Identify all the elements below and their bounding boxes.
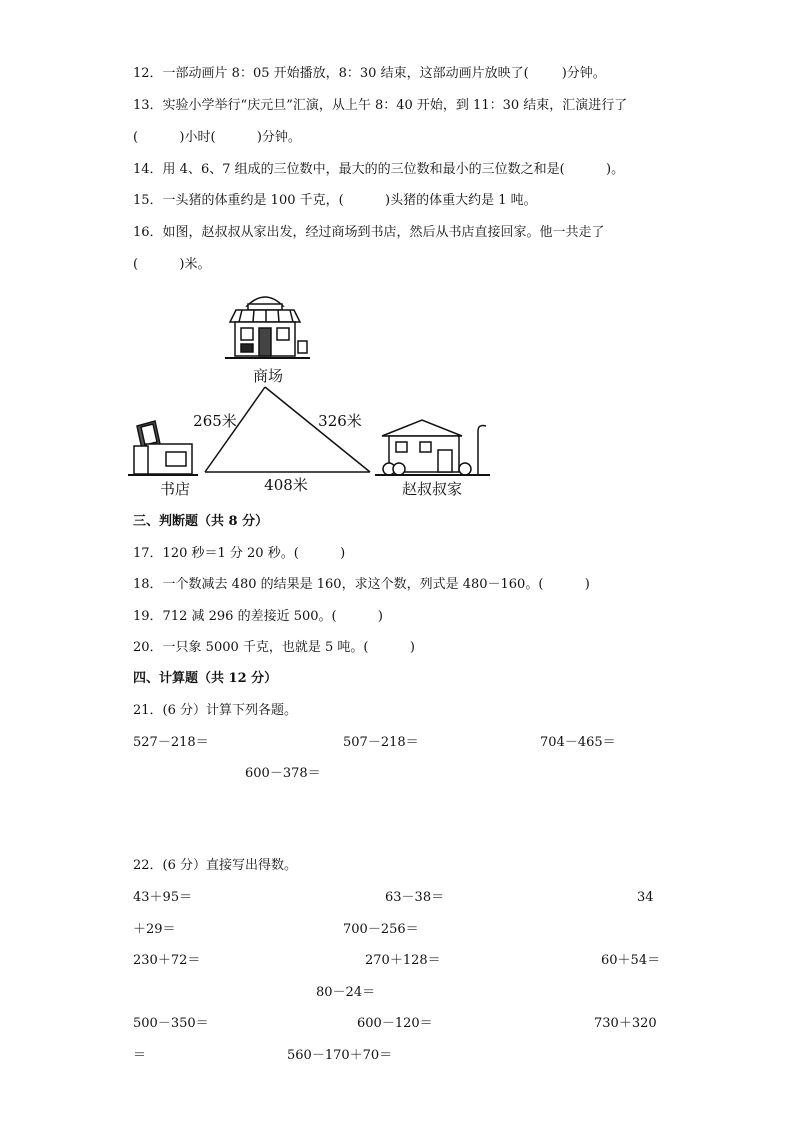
calc-item: 80－24＝: [316, 985, 376, 1000]
question-16-line2: ( )米。: [133, 257, 211, 272]
calc-item: 600－378＝: [245, 766, 321, 781]
calc-item: 63－38＝: [385, 890, 445, 905]
section-4-title: 四、计算题（共 12 分）: [133, 671, 278, 686]
question-15: 15．一头猪的体重约是 100 千克，( )头猪的体重大约是 1 吨。: [133, 193, 537, 208]
question-22: 22．(6 分）直接写出得数。: [133, 858, 298, 873]
question-13-line1: 13．实验小学举行“庆元旦”汇演，从上午 8：40 开始，到 11：30 结束，汇演进行了: [133, 98, 628, 113]
distance-bookstore-home: 408米: [264, 476, 308, 494]
calc-item: 507－218＝: [343, 735, 419, 750]
question-18: 18．一个数减去 480 的结果是 160，求这个数，列式是 480－160。( ): [133, 577, 590, 592]
bookstore-icon: [128, 421, 198, 475]
calc-item: 730＋320: [594, 1016, 657, 1031]
calc-item: ＝: [133, 1048, 147, 1063]
question-20: 20．一只象 5000 千克，也就是 5 吨。( ): [133, 640, 415, 655]
section-3-title: 三、判断题（共 8 分）: [133, 514, 269, 529]
calc-item: 43＋95＝: [133, 890, 193, 905]
question-12: 12．一部动画片 8：05 开始播放，8：30 结束，这部动画片放映了( )分钟。: [133, 66, 606, 81]
calc-item: ＋29＝: [133, 922, 176, 937]
question-14: 14．用 4、6、7 组成的三位数中，最大的的三位数和最小的三位数之和是( )。: [133, 162, 625, 177]
question-17: 17．120 秒＝1 分 20 秒。( ): [133, 546, 346, 561]
home-icon: [375, 420, 490, 475]
bookstore-label: 书店: [159, 480, 191, 498]
question-16-line1: 16．如图，赵叔叔从家出发，经过商场到书店，然后从书店直接回家。他一共走了: [133, 225, 605, 240]
distance-mall-bookstore: 265米: [193, 412, 237, 430]
calc-item: 230＋72＝: [133, 953, 201, 968]
question-21: 21．(6 分）计算下列各题。: [133, 703, 298, 718]
route-diagram: [120, 286, 500, 501]
calc-item: 600－120＝: [357, 1016, 433, 1031]
calc-item: 270＋128＝: [365, 953, 441, 968]
calc-item: 60＋54＝: [601, 953, 661, 968]
calc-item: 704－465＝: [540, 735, 616, 750]
question-19: 19．712 减 296 的差接近 500。( ): [133, 609, 383, 624]
home-label: 赵叔叔家: [401, 480, 463, 498]
calc-item: 560－170＋70＝: [287, 1048, 393, 1063]
mall-icon: [225, 297, 310, 358]
calc-item: 527－218＝: [133, 735, 209, 750]
calc-item: 700－256＝: [343, 922, 419, 937]
mall-label: 商场: [252, 367, 284, 385]
calc-item: 34: [637, 890, 654, 905]
distance-mall-home: 326米: [318, 412, 362, 430]
question-13-line2: ( )小时( )分钟。: [133, 130, 301, 145]
calc-item: 500－350＝: [133, 1016, 209, 1031]
